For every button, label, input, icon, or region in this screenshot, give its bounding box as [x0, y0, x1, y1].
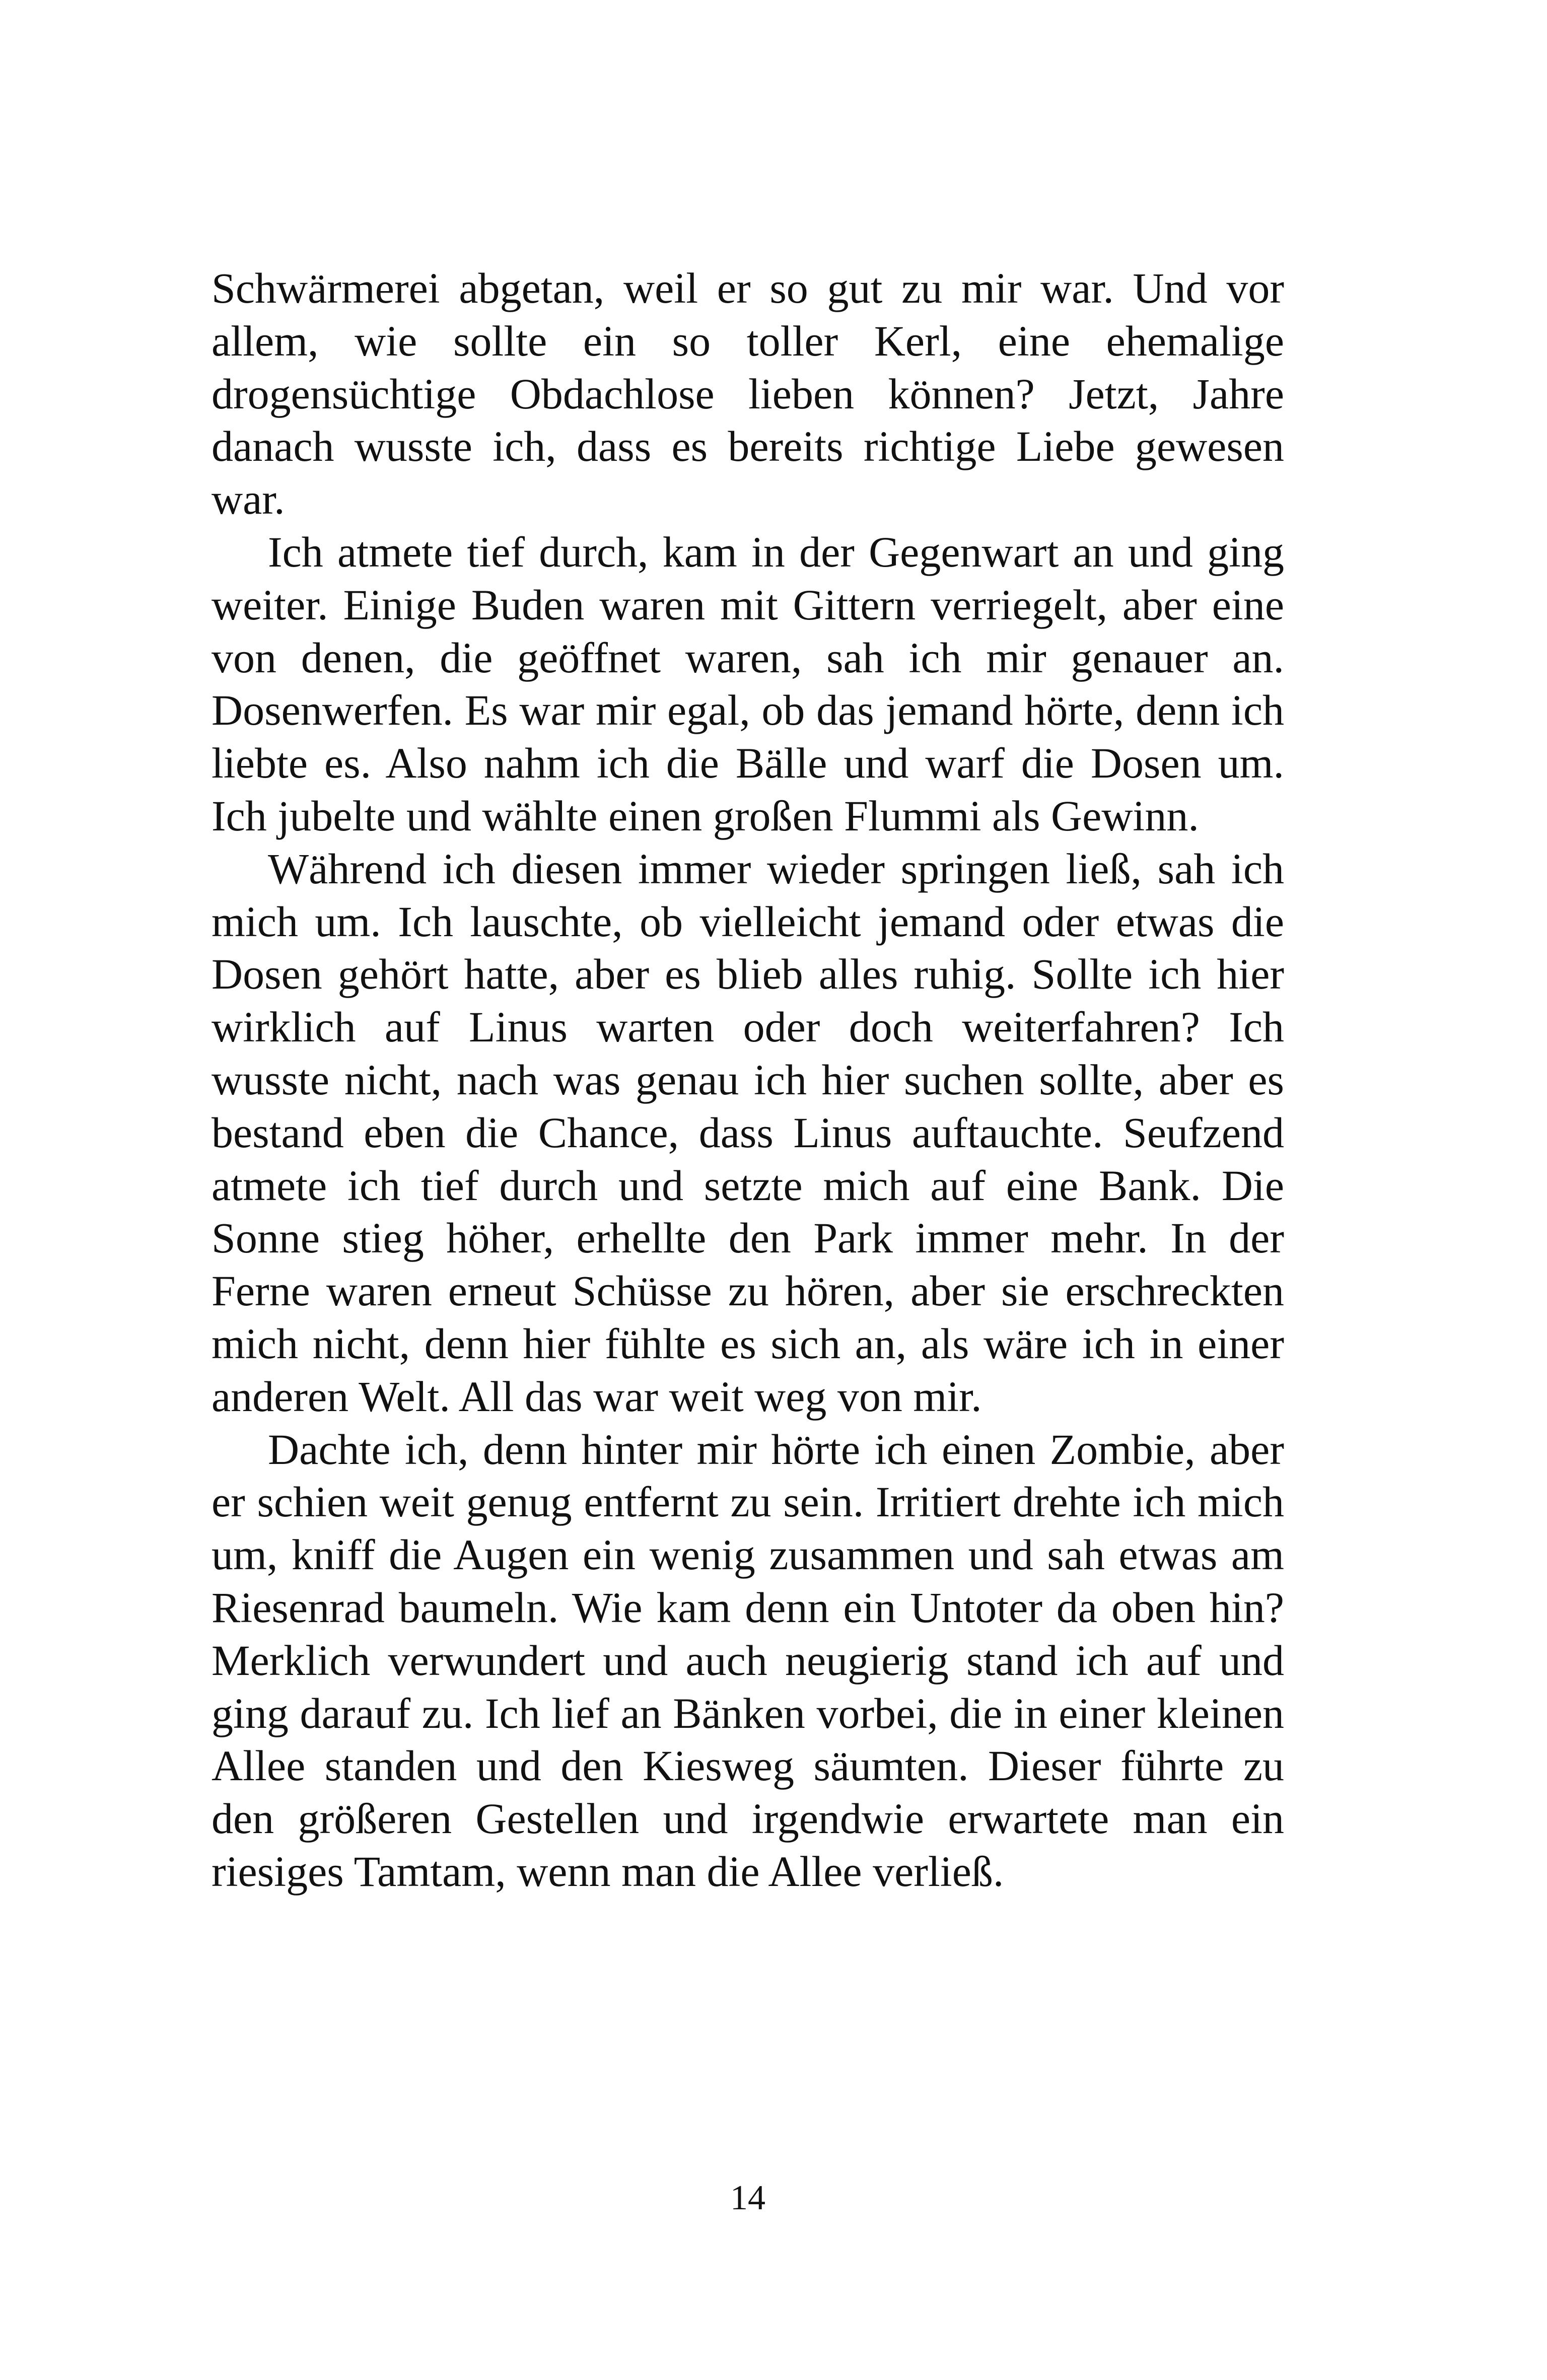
- page-number: 14: [730, 2179, 765, 2217]
- paragraph-4: Dachte ich, denn hinter mir hörte ich einen Zombie, aber er schien weit genug entfernt zu sein. Irritiert drehte ich mich um, kniff die Augen ein wenig zusammen und sah etwas am Riesenrad baumeln. Wie kam denn ein Untoter da oben hin? Merklich verwundert und auch neugierig stand ich auf und ging darauf zu. Ich lief an Bänken vorbei, die in einer kleinen Allee standen und den Kiesweg säumten. Dieser führte zu den größeren Gestellen und irgendwie erwartete man ein riesiges Tamtam, wenn man die Allee verließ.: [212, 1425, 1284, 1896]
- paragraph-3: Während ich diesen immer wieder springen ließ, sah ich mich um. Ich lauschte, ob vielleicht jemand oder etwas die Dosen gehört hatte, aber es blieb alles ruhig. Sollte ich hier wirklich auf Linus warten oder doch weiterfahren? Ich wusste nicht, nach was genau ich hier suchen sollte, aber es bestand eben die Chance, dass Linus auftauchte. Seufzend atmete ich tief durch und setzte mich auf eine Bank. Die Sonne stieg höher, erhellte den Park immer mehr. In der Ferne waren erneut Schüsse zu hören, aber sie erschreckten mich nicht, denn hier fühlte es sich an, als wäre ich in einer anderen Welt. All das war weit weg von mir.: [212, 844, 1284, 1421]
- body-text: [212, 262, 1284, 1898]
- paragraph-2: Ich atmete tief durch, kam in der Gegenwart an und ging weiter. Einige Buden waren mit Gittern verriegelt, aber eine von denen, die geöffnet waren, sah ich mir genauer an. Dosenwerfen. Es war mir egal, ob das jemand hörte, denn ich liebte es. Also nahm ich die Bälle und warf die Dosen um. Ich jubelte und wählte einen großen Flummi als Gewinn.: [212, 527, 1284, 840]
- paragraph-1: Schwärmerei abgetan, weil er so gut zu mir war. Und vor allem, wie sollte ein so toller Kerl, eine ehemalige drogensüchtige Obdachlose lieben können? Jetzt, Jahre danach wusste ich, dass es bereits richtige Liebe gewesen war.: [212, 264, 1284, 524]
